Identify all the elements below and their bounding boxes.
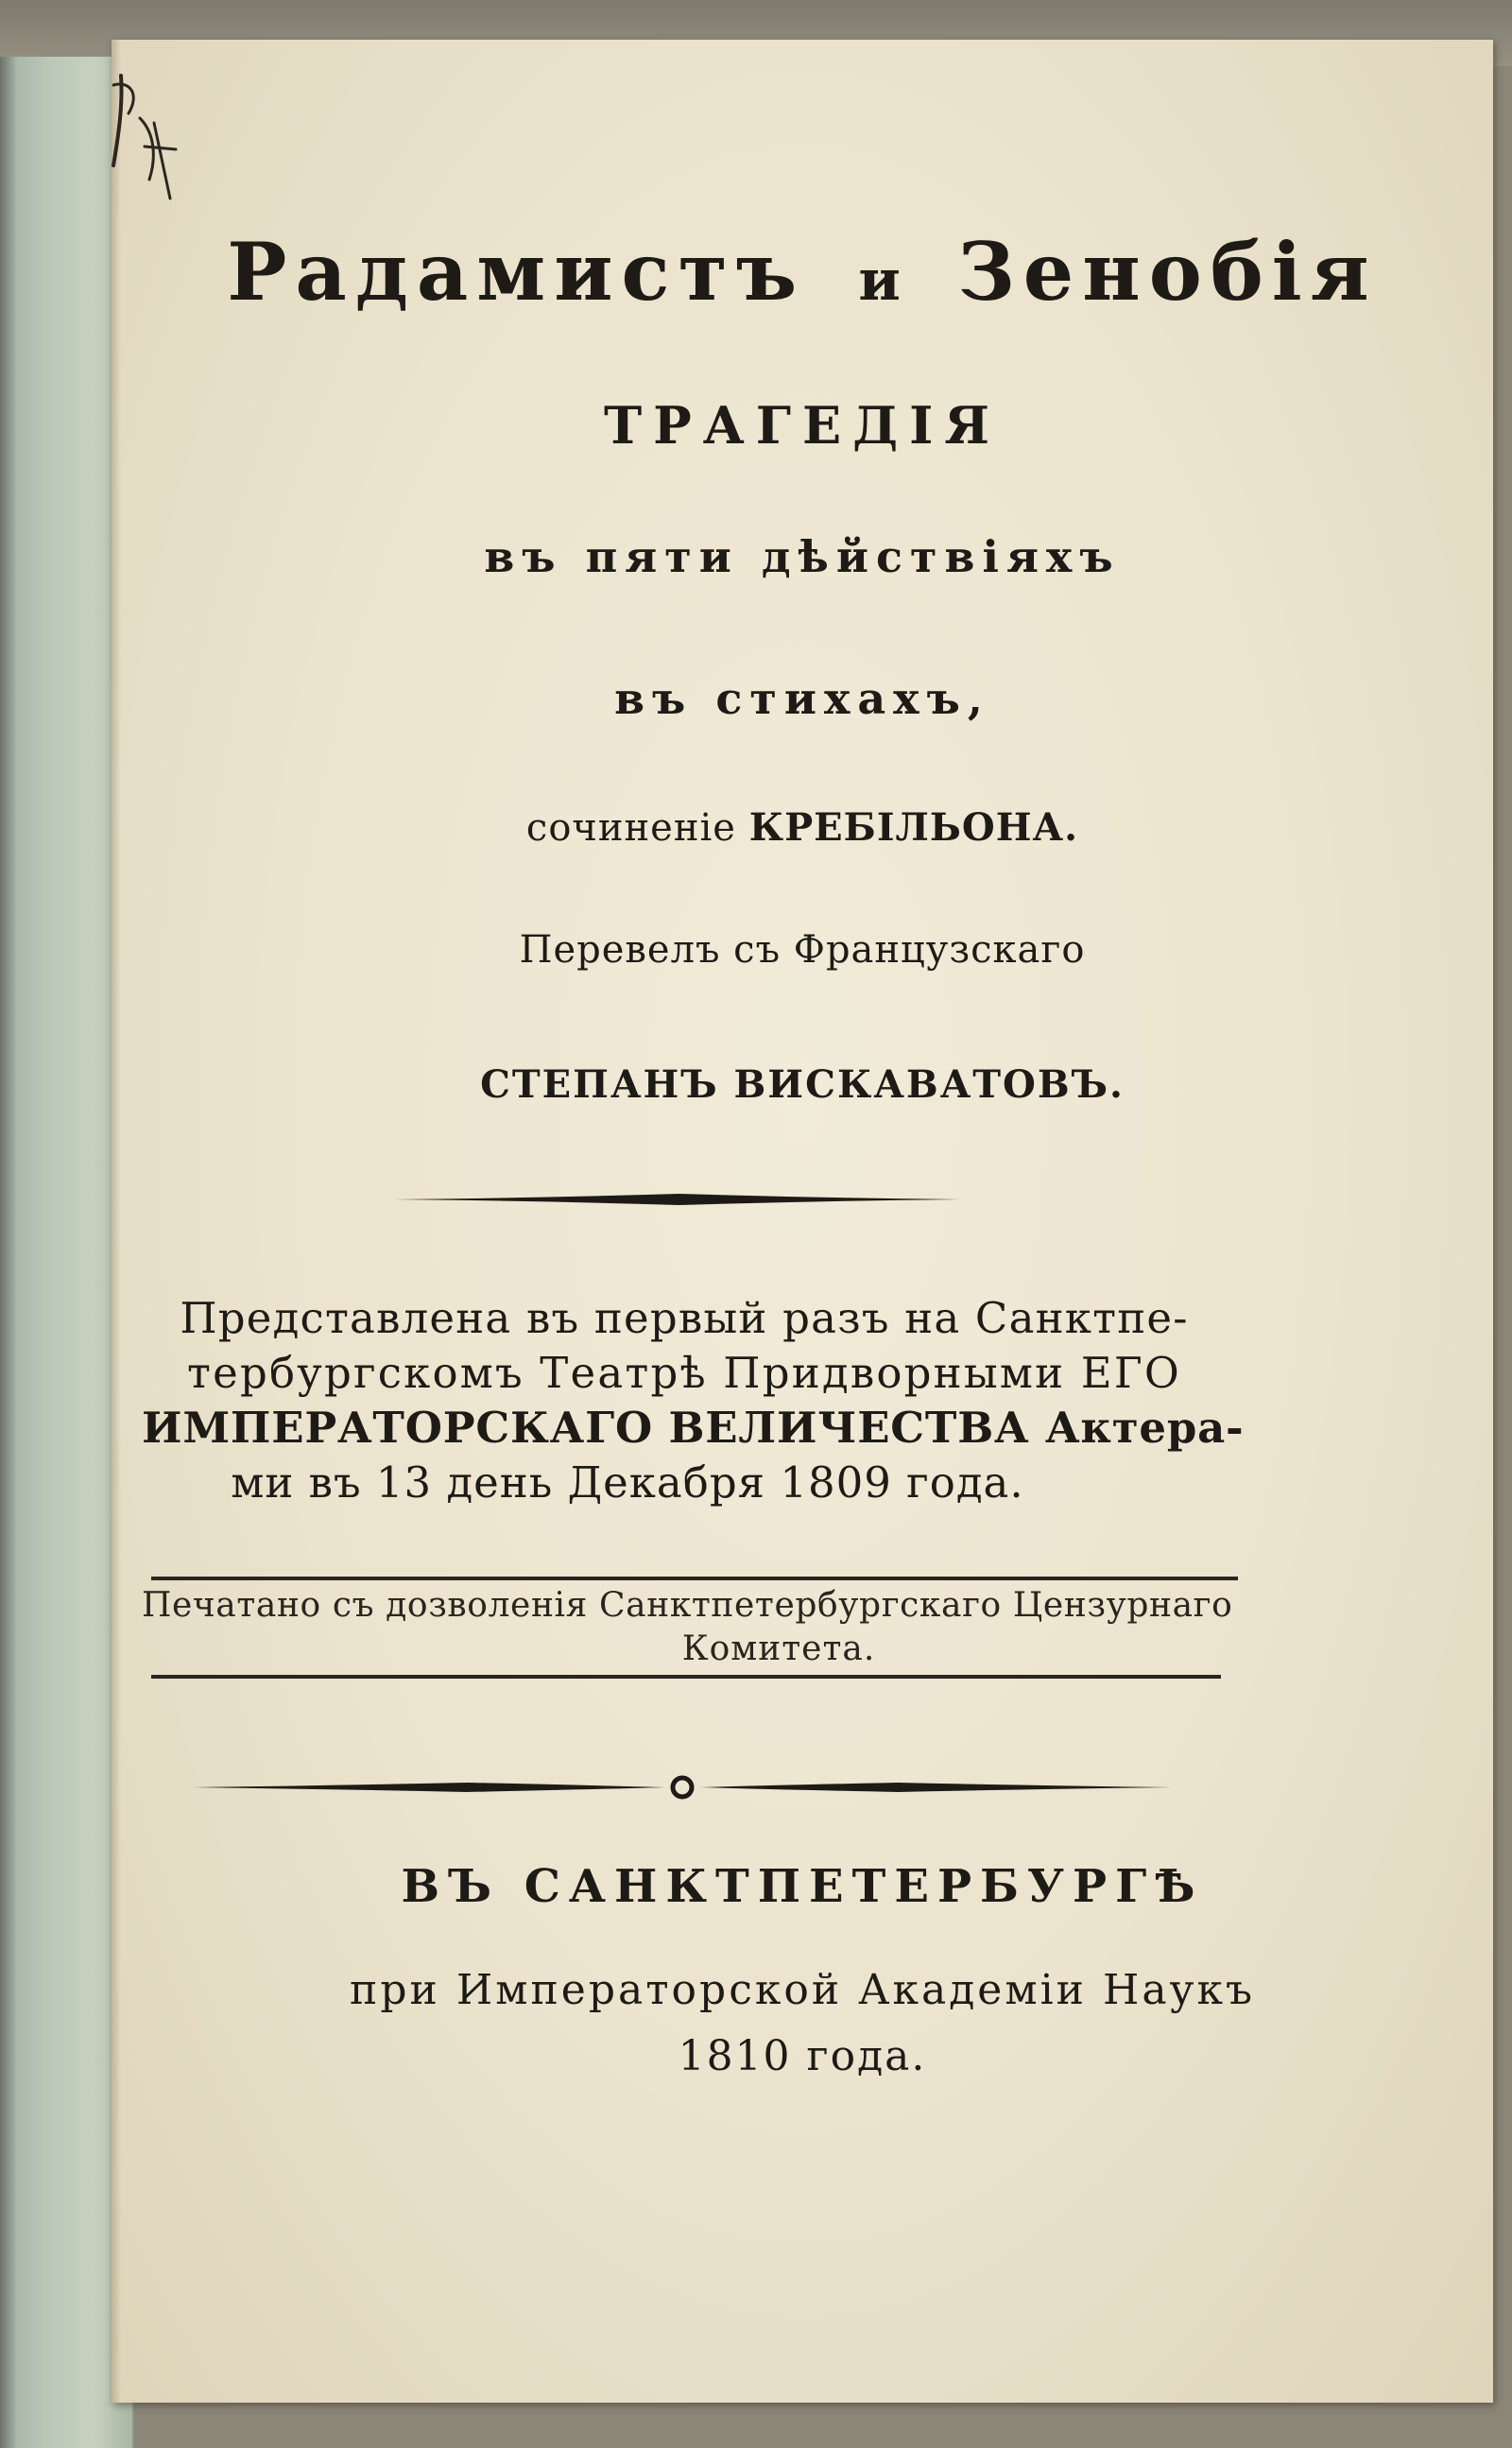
title-conjunction: и	[858, 248, 904, 314]
censor-rule-bottom	[151, 1675, 1221, 1679]
censor-line: Печатано съ дозволенія Санктпетербургскаго Цензурнаго	[142, 1586, 1233, 1625]
premiere-line: тербургскомъ Театрѣ Придворными ЕГО	[187, 1348, 1181, 1398]
translated-line: Перевелъ съ Французскаго	[519, 928, 1086, 972]
premiere-line: ИМПЕРАТОРСКАГО ВЕЛИЧЕСТВА Актера-	[142, 1403, 1245, 1453]
premiere-line: ми въ 13 день Декабря 1809 года.	[231, 1457, 1024, 1508]
censor-line: Комитета.	[681, 1629, 876, 1668]
censor-rule-top	[151, 1577, 1238, 1580]
title-part-2: Зенобія	[957, 225, 1378, 319]
premiere-note	[142, 1291, 1245, 1510]
imprint-year: 1810 года.	[678, 2032, 927, 2080]
censorship-note	[142, 1584, 1233, 1671]
author-name: КРЕБІЛЬОНА.	[748, 805, 1079, 850]
translator-name: СТЕПАНЪ ВИСКАВАТОВЪ.	[480, 1062, 1125, 1107]
genre-line: ТРАГЕДІЯ	[603, 395, 1002, 456]
title-part-1: Радамистъ	[227, 225, 806, 319]
author-line	[112, 805, 1493, 850]
swelled-rule	[395, 1193, 964, 1206]
binding-shadow	[0, 57, 17, 2448]
play-title	[112, 225, 1493, 319]
verse-line: въ стихахъ,	[614, 673, 990, 724]
handwritten-mark	[102, 66, 187, 208]
imprint-city: ВЪ САНКТПЕТЕРБУРГѢ	[401, 1860, 1204, 1913]
composed-prefix: сочиненіе	[525, 806, 736, 850]
acts-line: въ пяти дѣйствіяхъ	[484, 531, 1121, 582]
dot-rule-ornament	[193, 1773, 1172, 1802]
premiere-line: Представлена въ первый разъ на Санктпе-	[180, 1293, 1189, 1343]
imprint-press: при Императорской Академіи Наукъ	[350, 1966, 1255, 2014]
